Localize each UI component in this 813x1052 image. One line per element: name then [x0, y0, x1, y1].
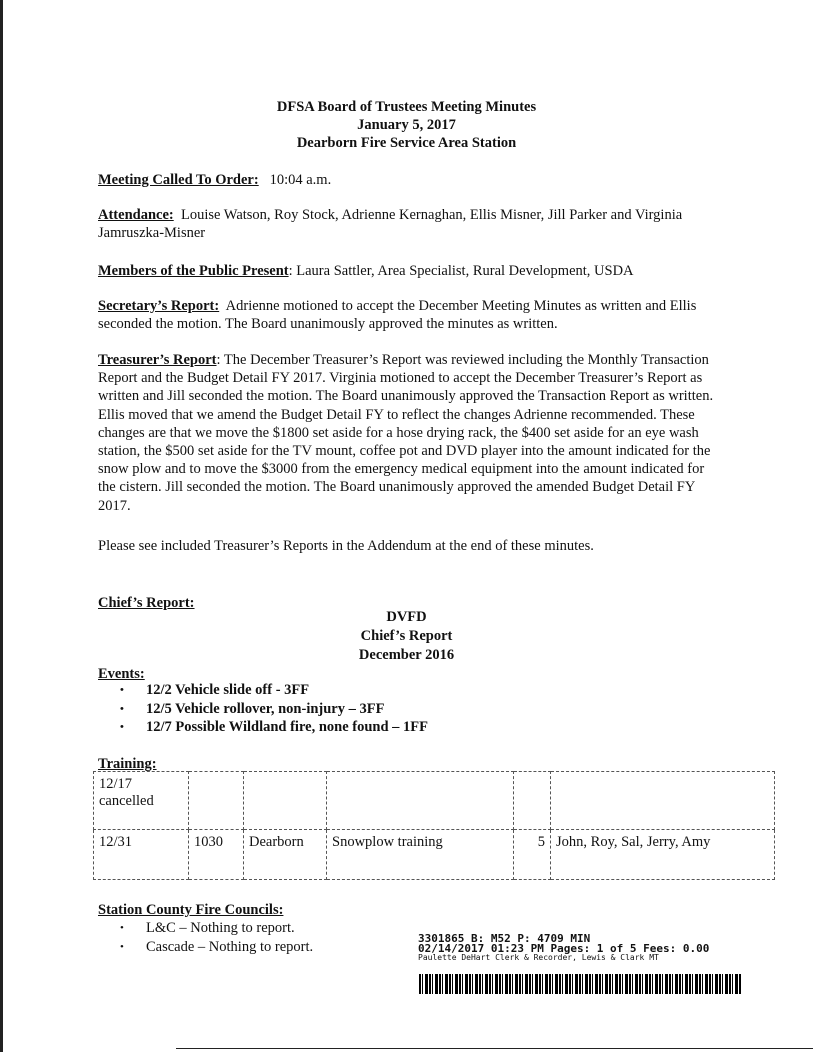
secretary-report	[98, 297, 738, 333]
stamp-line-1: 3301865 B: M52 P: 4709 MIN	[418, 932, 591, 945]
training-table	[93, 771, 775, 880]
scan-edge-left	[0, 0, 3, 1052]
doc-date: January 5, 2017	[357, 117, 456, 133]
table-cell: 1030	[189, 830, 244, 880]
table-cell: Snowplow training	[327, 830, 514, 880]
called-to-order	[98, 171, 738, 189]
attendance-label: Attendance:	[98, 207, 174, 223]
chief-report-label: Chief’s Report:	[98, 595, 195, 611]
public-present-label: Members of the Public Present	[98, 263, 289, 279]
table-row	[94, 772, 775, 830]
stamp-line-3: Paulette DeHart Clerk & Recorder, Lewis & Clark MT	[418, 953, 659, 962]
list-item: • 12/2 Vehicle slide off - 3FF	[120, 681, 428, 700]
called-to-order-time: 10:04 a.m.	[269, 172, 332, 188]
recording-stamp	[418, 934, 709, 963]
table-cell	[327, 772, 514, 830]
table-cell: Dearborn	[244, 830, 327, 880]
table-cell: 12/17 cancelled	[94, 772, 189, 830]
secretary-report-label: Secretary’s Report:	[98, 298, 220, 314]
treasurer-report	[98, 351, 723, 515]
events-label: Events:	[98, 666, 145, 682]
addendum-note: Please see included Treasurer’s Reports in the Addendum at the end of these minutes.	[98, 538, 594, 554]
stamp-line-2: 02/14/2017 01:23 PM Pages: 1 of 5 Fees: 0.00	[418, 941, 710, 955]
list-item: • 12/5 Vehicle rollover, non-injury – 3FF	[120, 700, 428, 719]
doc-location: Dearborn Fire Service Area Station	[296, 135, 517, 151]
chief-title-month: December 2016	[358, 647, 455, 663]
secretary-report-text: Adrienne motioned to accept the December Meeting Minutes as written and Ellis seconded the motion. The Board unanimously approved the minutes as written.	[98, 298, 697, 333]
public-present	[98, 262, 738, 280]
chief-title-dvfd: DVFD	[386, 609, 427, 625]
attendance	[98, 206, 738, 242]
table-cell: John, Roy, Sal, Jerry, Amy	[551, 830, 775, 880]
list-item: • L&C – Nothing to report.	[120, 919, 313, 938]
table-cell	[189, 772, 244, 830]
chief-title-report: Chief’s Report	[360, 628, 453, 644]
table-cell	[244, 772, 327, 830]
called-to-order-label: Meeting Called To Order:	[98, 172, 259, 188]
scan-edge-bottom	[176, 1048, 813, 1049]
list-item: • Cascade – Nothing to report.	[120, 938, 313, 957]
councils-list	[120, 919, 313, 956]
training-label: Training:	[98, 756, 157, 772]
list-item: • 12/7 Possible Wildland fire, none found – 1FF	[120, 718, 428, 737]
events-list	[120, 681, 428, 737]
table-cell	[514, 772, 551, 830]
councils-label: Station County Fire Councils:	[98, 902, 284, 918]
treasurer-report-text: : The December Treasurer’s Report was reviewed including the Monthly Transaction Report and the Budget Detail FY 2017. Virginia motioned to accept the December Treasurer’s Report as written and Jill seconded the motion. The Board unanimously approved the Transaction Report as written. Ellis moved that we amend the Budget Detail FY to reflect the changes Adrienne recommended. These changes are that we move the $1800 set aside for a hose drying rack, the $400 set aside for an eye wash station, the $500 set aside for the TV mount, coffee pot and DVD player into the amount indicated for the snow plow and to move the $3000 from the emergency medical equipment into the amount indicated for the cistern. Jill seconded the motion. The Board unanimously approved the amended Budget Detail FY 2017.	[98, 352, 714, 514]
table-cell: 5	[514, 830, 551, 880]
attendance-text: Louise Watson, Roy Stock, Adrienne Kernaghan, Ellis Misner, Jill Parker and Virginia Jamruszka-Misner	[98, 207, 683, 242]
barcode	[419, 974, 742, 994]
table-row	[94, 830, 775, 880]
treasurer-report-label: Treasurer’s Report	[98, 352, 217, 368]
table-cell: 12/31	[94, 830, 189, 880]
table-cell	[551, 772, 775, 830]
public-present-text: : Laura Sattler, Area Specialist, Rural Development, USDA	[288, 263, 634, 279]
doc-title: DFSA Board of Trustees Meeting Minutes	[276, 99, 537, 115]
